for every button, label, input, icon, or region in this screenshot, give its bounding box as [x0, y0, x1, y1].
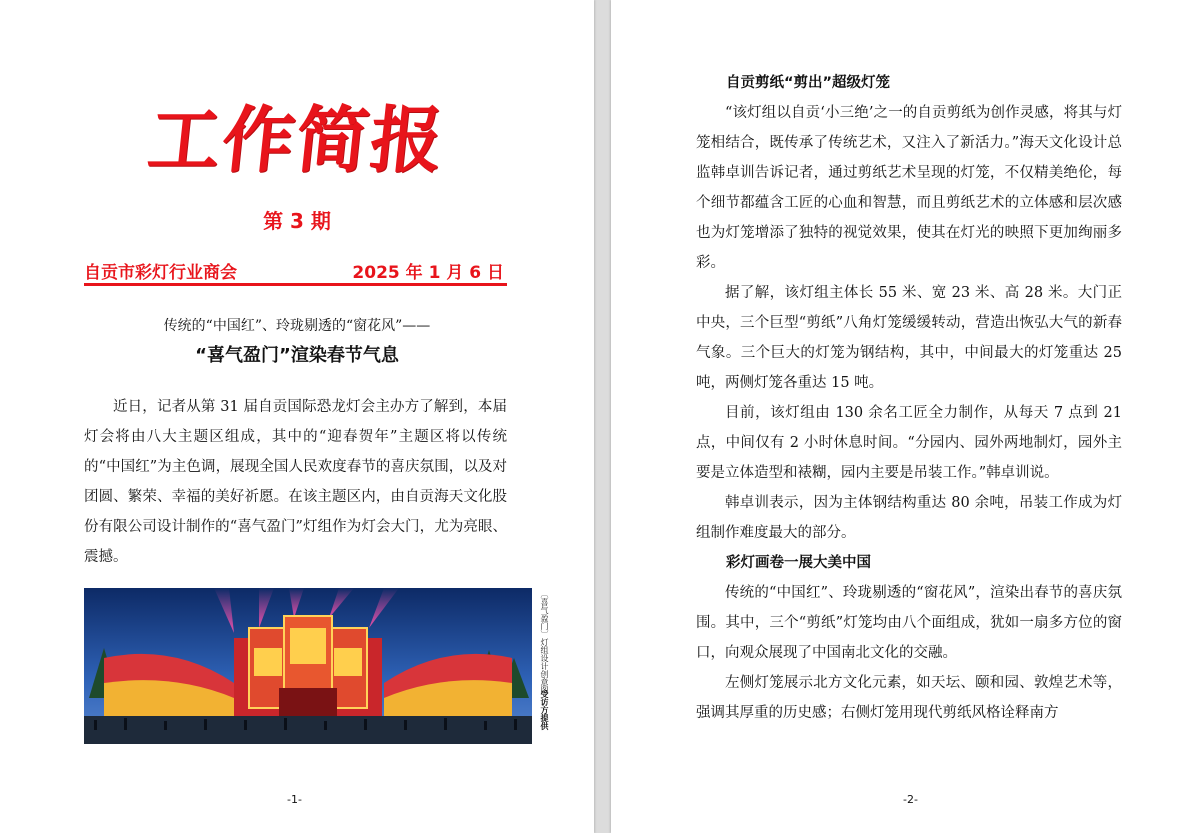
issue-number: 第 3 期	[263, 209, 331, 233]
image-caption: 〔喜气盈门〕灯组设计创意图	[540, 590, 549, 694]
article-body	[84, 392, 507, 572]
paragraph: 近日，记者从第 31 届自贡国际恐龙灯会主办方了解到，本届灯会将由八大主题区组成，其中的“迎春贺年”主题区将以传统的“中国红”为主色调，展现全国人民欢度春节的喜庆氛围，以及对团圆、繁荣、幸福的美好祈愿。在该主题区内，由自贡海天文化股份有限公司设计制作的“喜气盈门”灯组作为灯会大门，尤为亮眼、震撼。	[84, 399, 507, 565]
article-subhead: 传统的“中国红”、玲珑剔透的“窗花风”——	[163, 318, 431, 334]
section-heading: 自贡剪纸“剪出”超级灯笼	[726, 75, 891, 91]
paragraph: 传统的“中国红”、玲珑剔透的“窗花风”，渲染出春节的喜庆氛围。其中，三个“剪纸”灯笼均由八个面组成，犹如一扇多方位的窗口，向观众展现了中国南北文化的交融。	[696, 585, 1122, 661]
red-divider	[84, 283, 507, 286]
section-heading: 彩灯画卷一展大美中国	[726, 555, 871, 571]
page-number: -1-	[287, 793, 302, 806]
paragraph: 左侧灯笼展示北方文化元素，如天坛、颐和园、敦煌艺术等，强调其厚重的历史感；右侧灯笼用现代剪纸风格诠释南方	[696, 675, 1122, 721]
document-page-2	[611, 0, 1202, 833]
issue-date: 2025 年 1 月 6 日	[352, 263, 504, 283]
paragraph: 韩卓训表示，因为主体钢结构重达 80 余吨，吊装工作成为灯组制作难度最大的部分。	[696, 495, 1122, 541]
paragraph: “该灯组以自贡‘小三绝’之一的自贡剪纸为创作灵感，将其与灯笼相结合，既传承了传统艺术，又注入了新活力。”海天文化设计总监韩卓训告诉记者，通过剪纸艺术呈现的灯笼，不仅精美绝伦，每个细节都蕴含工匠的心血和智慧，而且剪纸艺术的立体感和层次感也为灯笼增添了独特的视觉效果，使其在灯光的映照下更加绚丽多彩。	[696, 105, 1122, 271]
document-page-1	[0, 0, 594, 833]
page-gutter	[594, 0, 611, 833]
article-body-continued	[696, 68, 1122, 728]
masthead-title: 工作简报	[143, 97, 449, 182]
organization-name: 自贡市彩灯行业商会	[84, 263, 237, 283]
page-number: -2-	[903, 793, 918, 806]
paragraph: 据了解，该灯组主体长 55 米、宽 23 米、高 28 米。大门正中央，三个巨型“剪纸”八角灯笼缓缓转动，营造出恢弘大气的新春气象。三个巨大的灯笼为钢结构，其中，中间最大的灯笼重达 25 吨，两侧灯笼各重达 15 吨。	[696, 285, 1122, 391]
article-headline: “喜气盈门”渲染春节气息	[195, 345, 399, 366]
paragraph: 目前，该灯组由 130 余名工匠全力制作，从每天 7 点到 21 点，中间仅有 2 小时休息时间。“分园内、园外两地制灯，园外主要是立体造型和裱糊，园内主要是吊装工作。”韩卓训说。	[696, 405, 1122, 481]
lantern-gate-image	[84, 588, 532, 744]
image-source: 受访方提供	[540, 690, 549, 730]
